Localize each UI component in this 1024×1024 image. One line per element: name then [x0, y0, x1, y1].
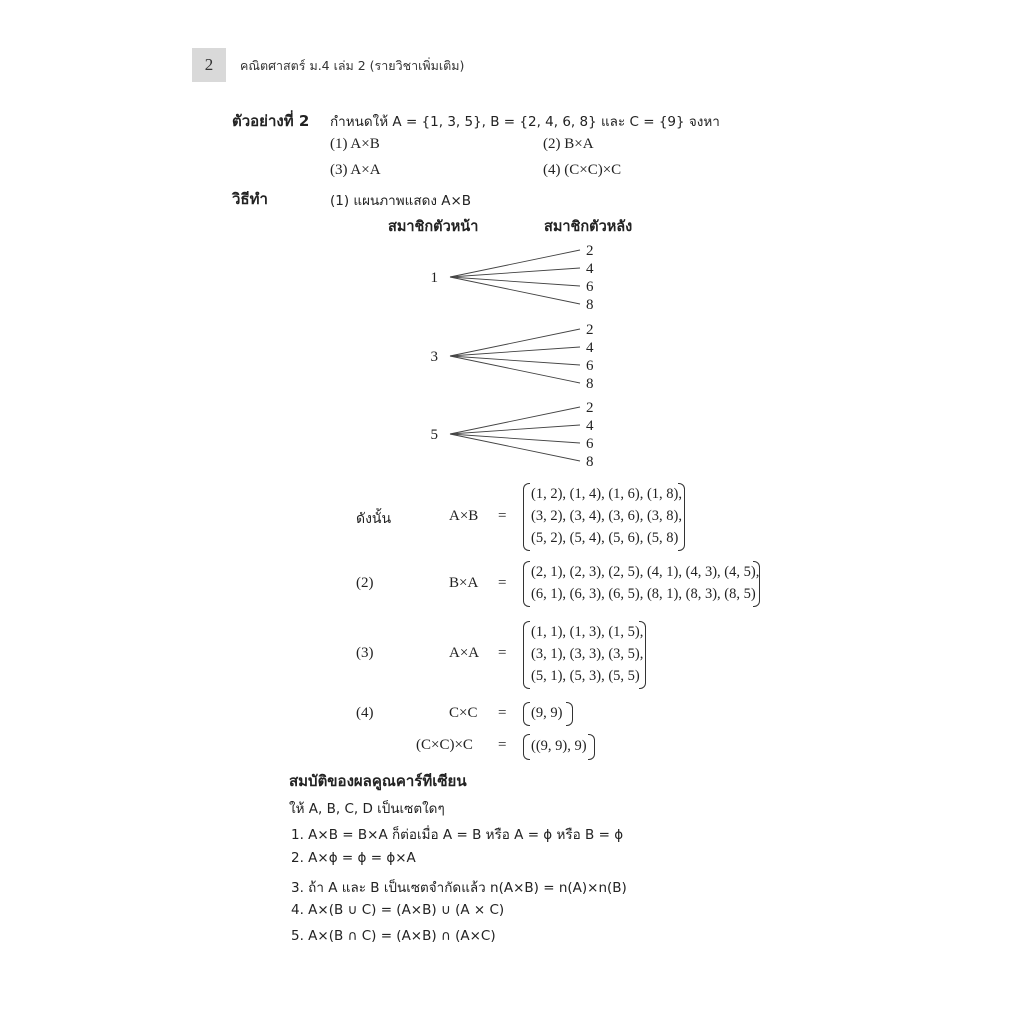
- solution-label: วิธีทำ: [232, 190, 268, 208]
- tree-second-element: 6: [586, 358, 594, 374]
- part2-label: (2): [356, 575, 374, 591]
- part4-label: (4): [356, 705, 374, 721]
- ba-left-brace: [523, 561, 530, 607]
- running-header: คณิตศาสตร์ ม.4 เล่ม 2 (รายวิชาเพิ่มเติม): [240, 58, 465, 73]
- tree-first-header: สมาชิกตัวหน้า: [388, 219, 479, 235]
- aa-lhs: A×A: [449, 645, 480, 661]
- example-item-4: (4) (C×C)×C: [543, 162, 622, 178]
- tree-second-element: 8: [586, 454, 594, 470]
- tree-second-element: 4: [586, 418, 594, 434]
- cc-equals: =: [498, 705, 507, 721]
- tree-second-element: 4: [586, 261, 594, 277]
- tree-first-element: 5: [430, 427, 438, 443]
- ccc-equals: =: [498, 737, 507, 753]
- tree-second-element: 6: [586, 436, 594, 452]
- tree-second-element: 2: [586, 243, 594, 259]
- properties-title: สมบัติของผลคูณคาร์ทีเซียน: [289, 772, 467, 790]
- part3-label: (3): [356, 645, 374, 661]
- page-number: 2: [204, 55, 214, 74]
- ba-right-brace: [753, 561, 760, 607]
- example-item-3: (3) A×A: [330, 162, 381, 178]
- aa-row: (1, 1), (1, 3), (1, 5),: [531, 624, 644, 640]
- example-statement: กำหนดให้ A = {1, 3, 5}, B = {2, 4, 6, 8} และ C = {9} จงหา: [330, 114, 720, 130]
- tree-first-element: 3: [430, 349, 438, 365]
- aa-row: (5, 1), (5, 3), (5, 5): [531, 668, 640, 684]
- ccc-set: ((9, 9), 9): [531, 738, 587, 754]
- properties-intro: ให้ A, B, C, D เป็นเซตใดๆ: [289, 801, 445, 817]
- cc-right-brace: [566, 702, 573, 726]
- example-item-1: (1) A×B: [330, 136, 380, 152]
- ba-set: [531, 561, 759, 605]
- tree-second-header: สมาชิกตัวหลัง: [544, 219, 633, 235]
- ccc-lhs: (C×C)×C: [416, 737, 473, 753]
- aa-row: (3, 1), (3, 3), (3, 5),: [531, 646, 644, 662]
- cc-lhs: C×C: [449, 705, 478, 721]
- tree-second-element: 8: [586, 297, 594, 313]
- ccc-left-brace: [523, 734, 530, 760]
- ab-lhs: A×B: [449, 508, 479, 524]
- part1-caption: (1) แผนภาพแสดง A×B: [330, 193, 472, 209]
- cc-left-brace: [523, 702, 530, 726]
- ba-equals: =: [498, 575, 507, 591]
- property-item: 3. ถ้า A และ B เป็นเซตจำกัดแล้ว n(A×B) = n(A)×n(B): [291, 880, 627, 896]
- tree-second-element: 4: [586, 340, 594, 356]
- ab-set: [531, 483, 682, 549]
- property-item: 5. A×(B ∩ C) = (A×B) ∩ (A×C): [291, 928, 496, 944]
- ab-left-brace: [523, 483, 530, 551]
- therefore-label: ดังนั้น: [356, 511, 392, 527]
- tree-second-element: 2: [586, 400, 594, 416]
- tree-second-element: 2: [586, 322, 594, 338]
- cc-set: (9, 9): [531, 705, 563, 721]
- tree-first-element: 1: [430, 270, 438, 286]
- tree-second-element: 6: [586, 279, 594, 295]
- ba-row: (2, 1), (2, 3), (2, 5), (4, 1), (4, 3), (4, 5),: [531, 564, 760, 580]
- ba-row: (6, 1), (6, 3), (6, 5), (8, 1), (8, 3), (8, 5): [531, 586, 756, 602]
- tree-second-element: 8: [586, 376, 594, 392]
- ab-row: (5, 2), (5, 4), (5, 6), (5, 8): [531, 530, 679, 546]
- property-item: 2. A×ϕ = ϕ = ϕ×A: [291, 850, 416, 866]
- property-item: 1. A×B = B×A ก็ต่อเมื่อ A = B หรือ A = ϕ หรือ B = ϕ: [291, 827, 624, 843]
- aa-equals: =: [498, 645, 507, 661]
- ccc-right-brace: [588, 734, 595, 760]
- example-label: ตัวอย่างที่ 2: [232, 112, 310, 130]
- ab-right-brace: [678, 483, 685, 551]
- aa-right-brace: [639, 621, 646, 689]
- ba-lhs: B×A: [449, 575, 479, 591]
- ab-row: (1, 2), (1, 4), (1, 6), (1, 8),: [531, 486, 683, 502]
- ab-equals: =: [498, 508, 507, 524]
- aa-set: [531, 621, 643, 687]
- example-item-2: (2) B×A: [543, 136, 594, 152]
- property-item: 4. A×(B ∪ C) = (A×B) ∪ (A × C): [291, 902, 505, 918]
- ab-row: (3, 2), (3, 4), (3, 6), (3, 8),: [531, 508, 683, 524]
- aa-left-brace: [523, 621, 530, 689]
